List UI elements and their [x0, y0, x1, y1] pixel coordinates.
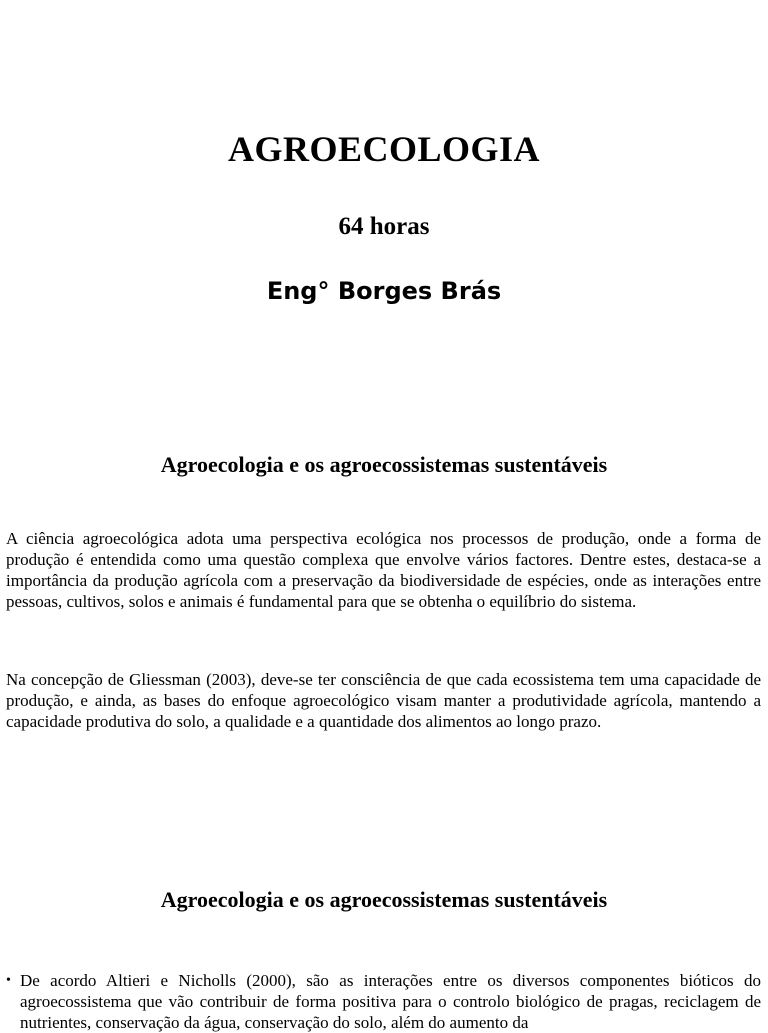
- bullet-text: De acordo Altieri e Nicholls (2000), são as interações entre os diversos componentes bióticos do agroecossistema que vão contribuir de forma positiva para o controlo biológico de pragas, reciclagem de nutrientes, conservação da água, conservação do solo, além do aumento da: [20, 971, 761, 1032]
- section-heading-1: Agroecologia e os agroecossistemas sustentáveis: [160, 452, 608, 477]
- course-hours: 64 horas: [338, 213, 430, 240]
- paragraph-1: A ciência agroecológica adota uma perspectiva ecológica nos processos de produção, onde a forma de produção é entendida como uma questão complexa que envolve vários factores. Dentre estes, destaca-se a importância da produção agrícola com a preservação da biodiversidade de espécies, onde as interações entre pessoas, cultivos, solos e animais é fundamental para que se obtenha o equilíbrio do sistema.: [6, 529, 761, 611]
- section-heading-2: Agroecologia e os agroecossistemas sustentáveis: [160, 887, 608, 912]
- paragraph-2: Na concepção de Gliessman (2003), deve-se ter consciência de que cada ecossistema tem uma capacidade de produção, e ainda, as bases do enfoque agroecológico visam manter a produtividade agrícola, mantendo a capacidade produtiva do solo, a qualidade e a quantidade dos alimentos ao longo prazo.: [6, 670, 761, 731]
- document-title: AGROECOLOGIA: [227, 129, 541, 169]
- author-name: Eng° Borges Brás: [266, 277, 502, 305]
- bullet-icon: •: [6, 973, 11, 988]
